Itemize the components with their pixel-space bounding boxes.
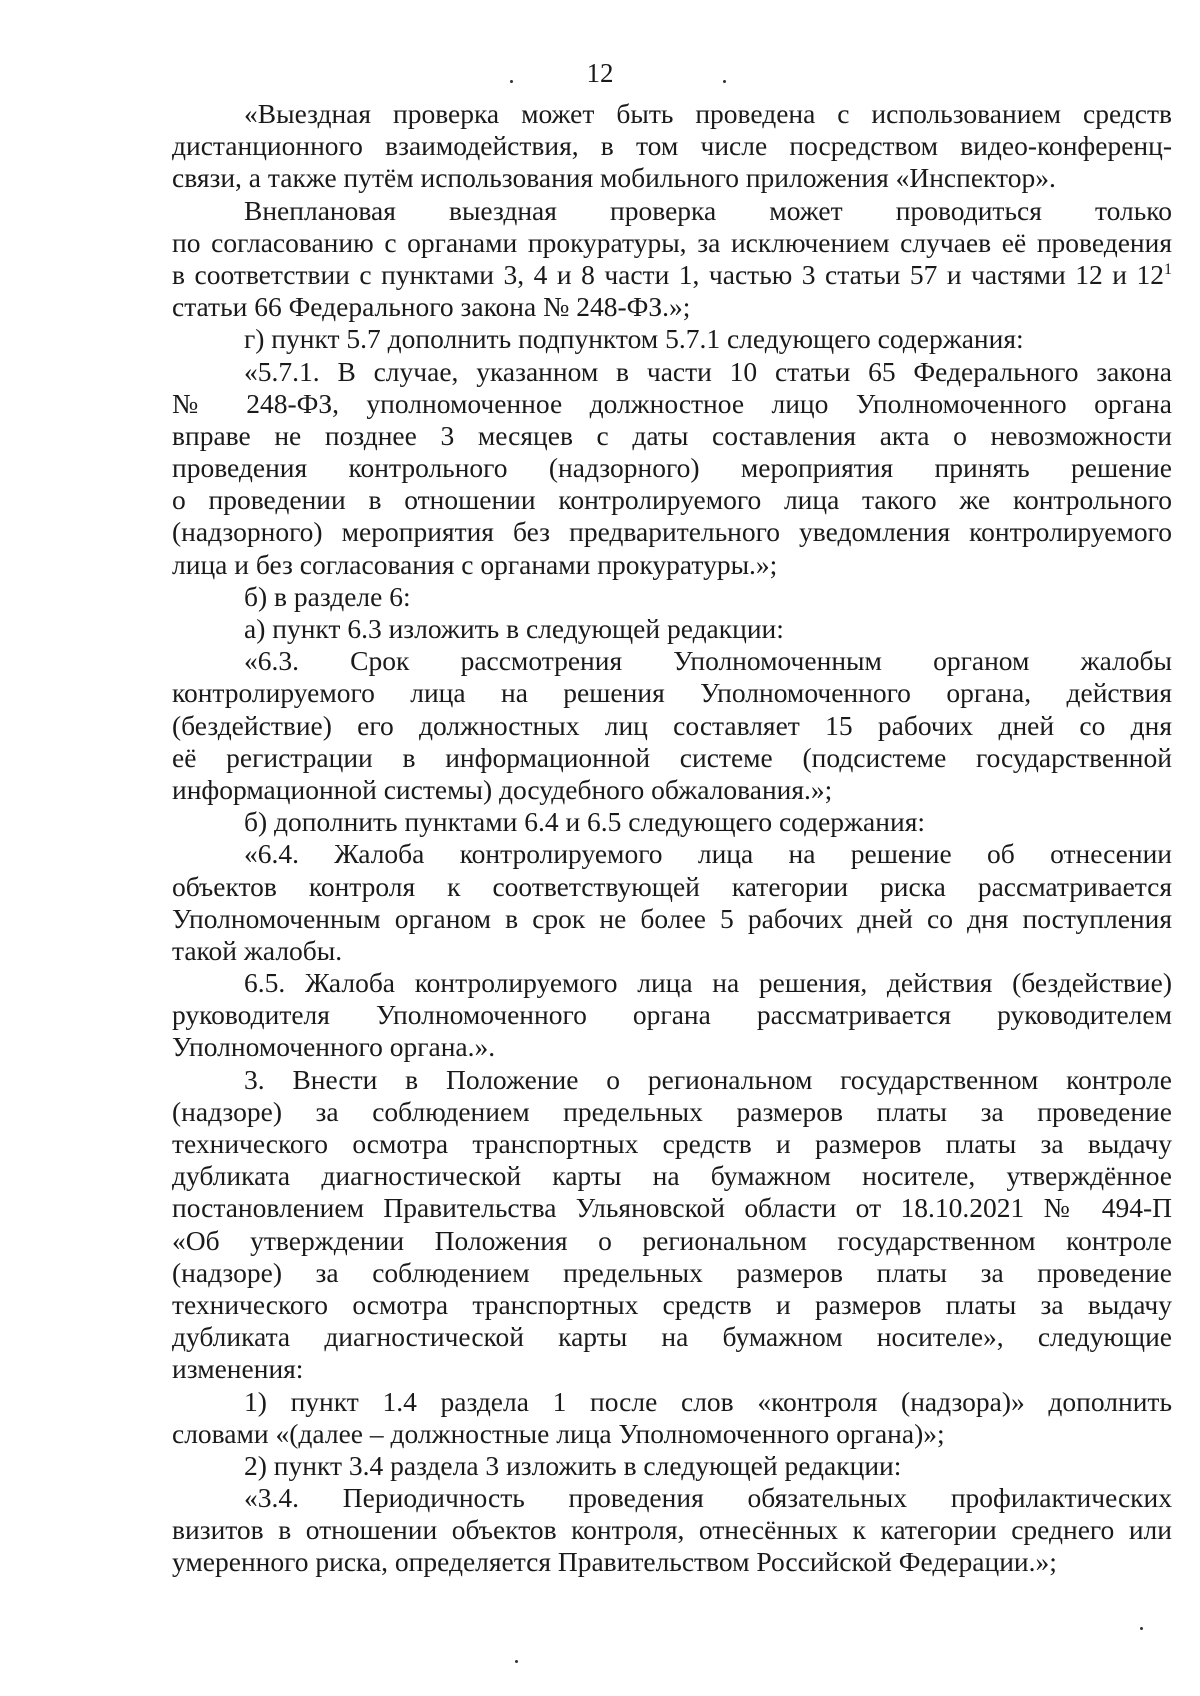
- text-line-content: б) в разделе 6:: [244, 580, 411, 612]
- text-line-content: такой жалобы.: [172, 934, 343, 966]
- text-line-content: изменения:: [172, 1353, 304, 1385]
- text-line-content: контролируемого лица на решения Уполномоченного органа, действия: [172, 677, 1172, 709]
- text-line-content: руководителя Уполномоченного органа рассматривается руководителем: [172, 999, 1172, 1031]
- page-number: 12: [586, 58, 614, 88]
- text-line-content: информационной системы) досудебного обжалования.»;: [172, 773, 833, 805]
- superscript: 1: [1164, 260, 1172, 278]
- text-line-content: её регистрации в информационной системе (подсистеме государственной: [172, 741, 1172, 773]
- text-line-content: связи, а также путём использования мобильного приложения «Инспектор».: [172, 162, 1056, 194]
- text-line-content: Внеплановая выездная проверка может проводиться только: [244, 194, 1172, 226]
- text-line-content: г) пункт 5.7 дополнить подпунктом 5.7.1 следующего содержания:: [244, 323, 1024, 355]
- text-line: [172, 1418, 1172, 1450]
- text-line: [172, 645, 1172, 677]
- scan-speck: [723, 80, 726, 83]
- text-line: [172, 98, 1172, 130]
- text-line: [172, 484, 1172, 516]
- text-line: [172, 291, 1172, 323]
- text-line-content: технического осмотра транспортных средств и размеров платы за выдачу: [172, 1128, 1172, 1159]
- text-line-content: (надзоре) за соблюдением предельных размеров платы за проведение: [172, 1256, 1172, 1288]
- text-line: [172, 452, 1172, 484]
- text-line-content: 3. Внести в Положение о региональном государственном контроле: [244, 1063, 1172, 1095]
- text-line-content: «Выездная проверка может быть проведена с использованием средств: [244, 98, 1172, 129]
- text-line: [172, 1289, 1172, 1321]
- text-line-content: лица и без согласования с органами прокуратуры.»;: [172, 548, 778, 580]
- text-line: [172, 130, 1172, 162]
- text-line-content: 1) пункт 1.4 раздела 1 после слов «контроля (надзора)» дополнить: [244, 1385, 1172, 1417]
- text-line: [172, 1192, 1172, 1224]
- text-line-content: проведения контрольного (надзорного) мероприятия принять решение: [172, 452, 1172, 484]
- text-line-content: а) пункт 6.3 изложить в следующей редакции:: [244, 613, 784, 644]
- text-line-content: статьи 66 Федерального закона № 248-ФЗ.»;: [172, 291, 691, 323]
- text-line: [172, 388, 1172, 420]
- text-line-content: 2) пункт 3.4 раздела 3 изложить в следующей редакции:: [244, 1449, 902, 1481]
- text-line: [172, 162, 1172, 194]
- text-line: [172, 774, 1172, 806]
- text-line-content: в соответствии с пунктами 3, 4 и 8 части 1, частью 3 статьи 57 и частями 12 и 12: [172, 258, 1164, 290]
- text-line: [172, 1257, 1172, 1289]
- scan-speck: [510, 80, 513, 83]
- scan-speck: [1140, 1627, 1143, 1630]
- text-line-content: вправе не позднее 3 месяцев с даты составления акта о невозможности: [172, 419, 1172, 451]
- text-line-content: технического осмотра транспортных средств и размеров платы за выдачу: [172, 1288, 1172, 1320]
- text-line: [172, 1546, 1172, 1578]
- text-line-content: (надзорного) мероприятия без предварительного уведомления контролируемого: [172, 516, 1172, 548]
- text-line-content: дистанционного взаимодействия, в том числе посредством видео-конференц-: [172, 130, 1172, 162]
- text-line: [172, 871, 1172, 903]
- text-line: [172, 195, 1172, 227]
- text-line: [172, 356, 1172, 388]
- text-line-content: о проведении в отношении контролируемого лица такого же контрольного: [172, 484, 1172, 516]
- text-line: [172, 1225, 1172, 1257]
- text-line: [172, 1128, 1172, 1160]
- text-line: [172, 613, 1172, 645]
- text-line-content: «6.4. Жалоба контролируемого лица на решение об отнесении: [244, 838, 1172, 870]
- text-line: [172, 1160, 1172, 1192]
- text-line-content: (надзоре) за соблюдением предельных размеров платы за проведение: [172, 1095, 1172, 1127]
- text-line-content: (бездействие) его должностных лиц составляет 15 рабочих дней со дня: [172, 709, 1172, 741]
- text-line-content: Уполномоченного органа.».: [172, 1031, 496, 1063]
- scan-speck: [515, 1660, 518, 1663]
- document-body: [172, 98, 1172, 1579]
- text-line: [172, 677, 1172, 709]
- text-line: [172, 710, 1172, 742]
- text-line: [172, 1064, 1172, 1096]
- text-line: [172, 1514, 1172, 1546]
- text-line: [172, 1096, 1172, 1128]
- text-line: [172, 1321, 1172, 1353]
- text-line: [172, 1031, 1172, 1063]
- text-line-content: «Об утверждении Положения о региональном государственном контроле: [172, 1224, 1172, 1256]
- text-line-content: № 248-ФЗ, уполномоченное должностное лицо Уполномоченного органа: [172, 387, 1172, 419]
- text-line: [172, 1450, 1172, 1482]
- text-line-content: визитов в отношении объектов контроля, отнесённых к категории среднего или: [172, 1514, 1172, 1546]
- text-line: [172, 935, 1172, 967]
- text-line: [172, 259, 1172, 291]
- text-line-content: «3.4. Периодичность проведения обязательных профилактических: [244, 1482, 1172, 1514]
- text-line: [172, 581, 1172, 613]
- text-line-content: словами «(далее – должностные лица Уполномоченного органа)»;: [172, 1417, 945, 1449]
- text-line: [172, 838, 1172, 870]
- text-line-content: постановлением Правительства Ульяновской области от 18.10.2021 № 494-П: [172, 1192, 1172, 1224]
- text-line-content: б) дополнить пунктами 6.4 и 6.5 следующего содержания:: [244, 806, 925, 838]
- text-line-content: «5.7.1. В случае, указанном в части 10 статьи 65 Федерального закона: [244, 355, 1172, 387]
- text-line-content: Уполномоченным органом в срок не более 5 рабочих дней со дня поступления: [172, 902, 1172, 934]
- text-line-content: по согласованию с органами прокуратуры, за исключением случаев её проведения: [172, 226, 1172, 258]
- text-line: [172, 227, 1172, 259]
- text-line: [172, 1482, 1172, 1514]
- text-line-content: 6.5. Жалоба контролируемого лица на решения, действия (бездействие): [244, 967, 1172, 999]
- text-line: [172, 549, 1172, 581]
- text-line: [172, 742, 1172, 774]
- text-line-content: объектов контроля к соответствующей категории риска рассматривается: [172, 870, 1172, 902]
- text-line: [172, 999, 1172, 1031]
- text-line-content: дубликата диагностической карты на бумажном носителе», следующие: [172, 1321, 1172, 1353]
- text-line: [172, 1386, 1172, 1418]
- text-line-content: «6.3. Срок рассмотрения Уполномоченным органом жалобы: [244, 645, 1172, 677]
- text-line: [172, 516, 1172, 548]
- text-line: [172, 903, 1172, 935]
- text-line: [172, 420, 1172, 452]
- text-line: [172, 1353, 1172, 1385]
- text-line-content: умеренного риска, определяется Правительством Российской Федерации.»;: [172, 1546, 1057, 1578]
- text-line: [172, 806, 1172, 838]
- text-line-content: дубликата диагностической карты на бумажном носителе, утверждённое: [172, 1160, 1172, 1192]
- text-line: [172, 323, 1172, 355]
- text-line: [172, 967, 1172, 999]
